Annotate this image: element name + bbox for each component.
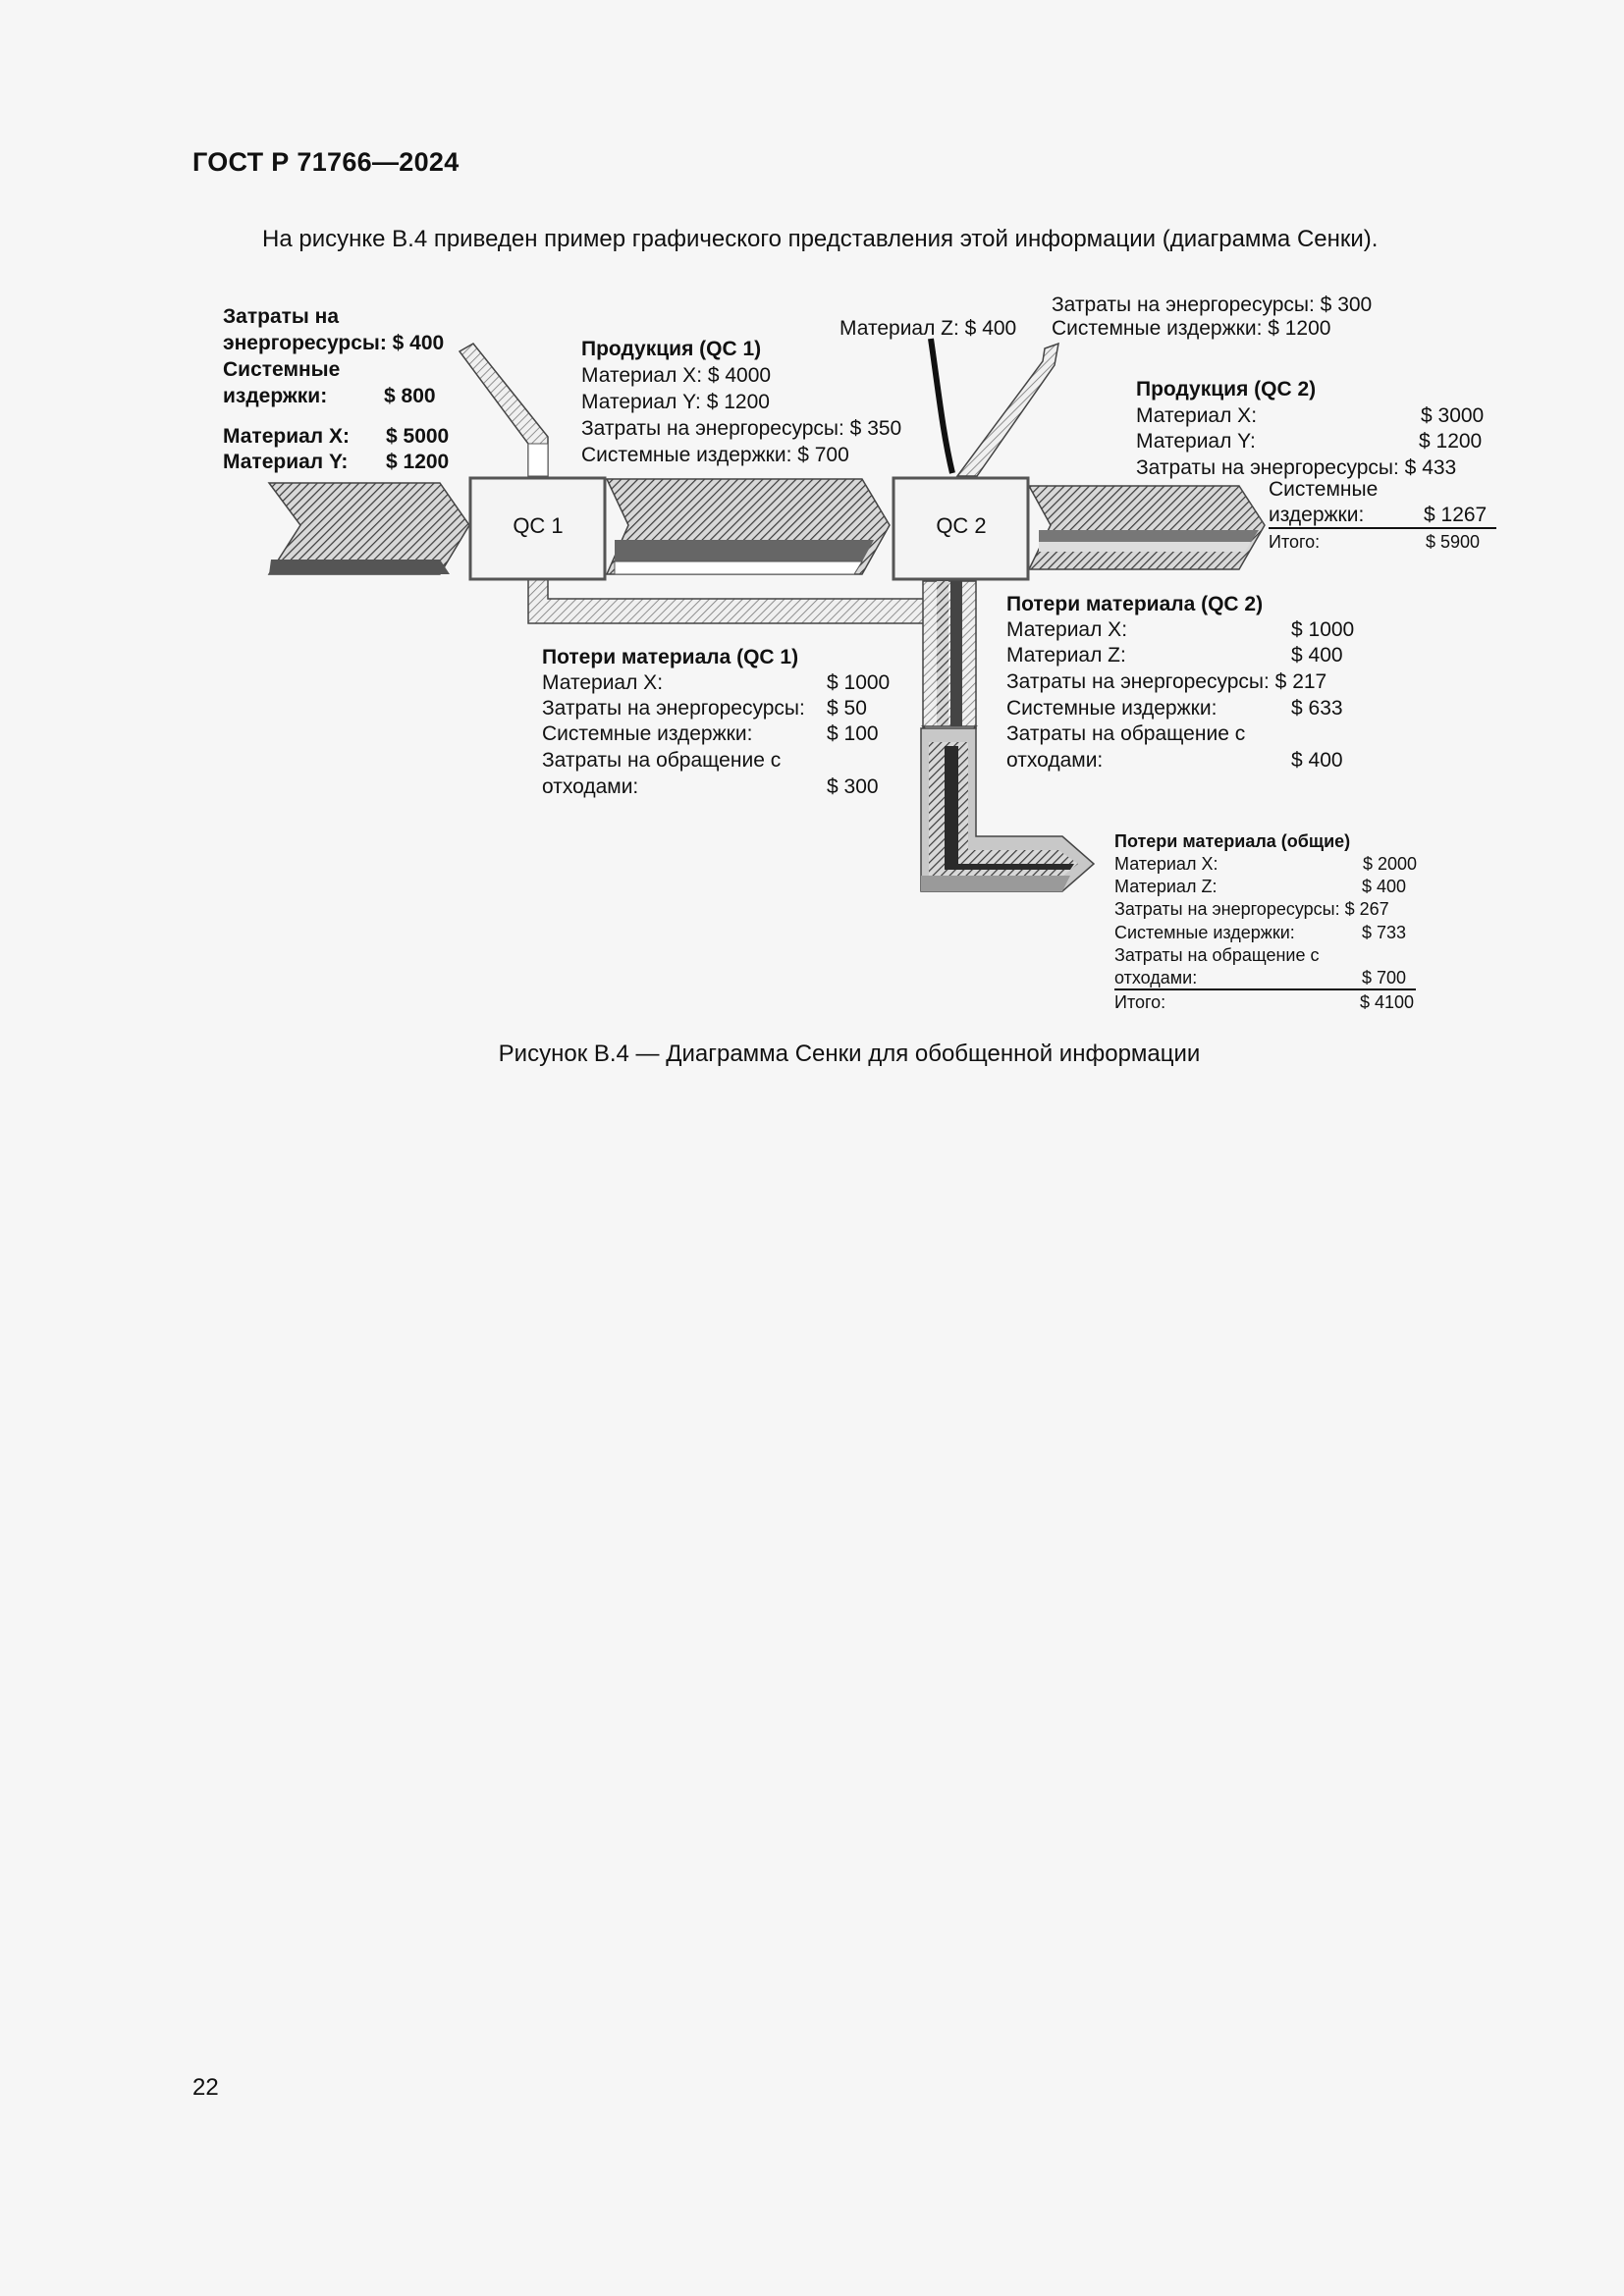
qc1-input-mat-x-label: Материал X: [223, 425, 350, 448]
qc1-input-system-line2: издержки: [223, 385, 328, 407]
product-qc2-energy: Затраты на энергоресурсы: $ 433 [1136, 456, 1457, 479]
loss-qc1-energy-value: $ 50 [827, 697, 867, 720]
qc2-input-material-z: Материал Z: $ 400 [839, 317, 1017, 340]
product-qc1-title: Продукция (QC 1) [581, 338, 762, 360]
loss-total-title: Потери материала (общие) [1114, 831, 1351, 851]
loss-qc2-mat-x-label: Материал X: [1006, 618, 1128, 641]
qc1-input-energy-line2: энергоресурсы: $ 400 [223, 332, 445, 354]
qc1-input-mat-y-label: Материал Y: [223, 451, 349, 473]
loss-qc2-energy: Затраты на энергоресурсы: $ 217 [1006, 670, 1327, 693]
loss-total-mat-x-value: $ 2000 [1363, 854, 1418, 874]
product-qc2-system-line1: Системные [1269, 478, 1379, 501]
product-qc2-system-line2: издержки: [1269, 504, 1365, 526]
loss-qc2-mat-x-value: $ 1000 [1291, 618, 1355, 641]
qc1-to-qc2-flow [607, 479, 890, 574]
product-qc1-line3: Затраты на энергоресурсы: $ 350 [581, 417, 902, 440]
loss-total-mat-x-label: Материал X: [1114, 854, 1218, 874]
loss-total-system-label: Системные издержки: [1114, 923, 1295, 942]
page-number: 22 [192, 2074, 219, 2101]
loss-total-waste-value: $ 700 [1362, 968, 1407, 988]
product-qc1-label [581, 338, 901, 466]
qc2-energy-input-flow [957, 344, 1058, 476]
loss-qc2-system-value: $ 633 [1291, 697, 1343, 720]
loss-total-waste-line1: Затраты на обращение с [1114, 945, 1320, 965]
loss-qc2-label [1006, 593, 1354, 772]
qc1-inputs-label [223, 305, 449, 473]
loss-qc2-waste-line2: отходами: [1006, 749, 1104, 772]
product-qc2-total-label: Итого: [1269, 532, 1321, 552]
document-header: ГОСТ Р 71766—2024 [192, 147, 460, 177]
qc2-node [893, 478, 1028, 579]
product-qc1-line1: Материал X: $ 4000 [581, 364, 772, 387]
intro-paragraph: На рисунке В.4 приведен пример графического представления этой информации (диаграмма Сенки). [262, 226, 1379, 252]
qc1-energy-input-flow [460, 344, 548, 476]
loss-total-energy: Затраты на энергоресурсы: $ 267 [1114, 899, 1389, 919]
loss-qc2-mat-z-label: Материал Z: [1006, 644, 1126, 667]
loss-qc1-energy-label: Затраты на энергоресурсы: [542, 697, 805, 720]
qc2-product-flow [1029, 486, 1265, 569]
product-qc2-mat-x-label: Материал X: [1136, 404, 1258, 427]
qc1-input-system-line1: Системные [223, 358, 341, 381]
loss-qc1-label [542, 646, 890, 798]
product-qc2-title: Продукция (QC 2) [1136, 378, 1317, 400]
loss-qc1-title: Потери материала (QC 1) [542, 646, 799, 668]
loss-qc1-waste-line2: отходами: [542, 775, 639, 798]
qc1-input-mat-x-value: $ 5000 [386, 425, 450, 448]
material-z-input-flow [931, 339, 952, 473]
loss-qc2-system-label: Системные издержки: [1006, 697, 1218, 720]
product-qc2-mat-y-value: $ 1200 [1419, 430, 1483, 453]
qc2-loss-flow [923, 581, 976, 751]
loss-qc1-mat-x-value: $ 1000 [827, 671, 891, 694]
loss-qc1-mat-x-label: Материал X: [542, 671, 664, 694]
loss-qc2-title: Потери материала (QC 2) [1006, 593, 1264, 615]
qc2-label: QC 2 [936, 513, 987, 538]
qc1-input-energy-line1: Затраты на [223, 305, 340, 328]
figure-caption: Рисунок В.4 — Диаграмма Сенки для обобщенной информации [498, 1041, 1201, 1067]
qc1-loss-flow [528, 579, 943, 638]
product-qc2-system-value: $ 1267 [1424, 504, 1488, 526]
loss-total-total-value: $ 4100 [1360, 992, 1415, 1012]
qc2-input-system: Системные издержки: $ 1200 [1052, 317, 1331, 340]
product-qc1-line4: Системные издержки: $ 700 [581, 444, 849, 466]
input-flow-arrow [269, 483, 469, 574]
loss-qc2-mat-z-value: $ 400 [1291, 644, 1343, 667]
qc1-node [470, 478, 605, 579]
qc2-input-energy: Затраты на энергоресурсы: $ 300 [1052, 294, 1373, 316]
product-qc2-mat-y-label: Материал Y: [1136, 430, 1256, 453]
loss-total-waste-line2: отходами: [1114, 968, 1198, 988]
loss-total-mat-z-value: $ 400 [1362, 877, 1407, 896]
loss-total-mat-z-label: Материал Z: [1114, 877, 1218, 896]
loss-qc1-system-value: $ 100 [827, 722, 879, 745]
loss-total-total-label: Итого: [1114, 992, 1166, 1012]
loss-qc2-waste-value: $ 400 [1291, 749, 1343, 772]
loss-qc1-system-label: Системные издержки: [542, 722, 753, 745]
loss-total-label [1114, 831, 1417, 1012]
loss-qc1-waste-line1: Затраты на обращение с [542, 749, 782, 772]
loss-qc1-waste-value: $ 300 [827, 775, 879, 798]
qc1-input-system-value: $ 800 [384, 385, 436, 407]
sankey-diagram [0, 0, 1624, 1099]
product-qc2-mat-x-value: $ 3000 [1421, 404, 1485, 427]
product-qc1-line2: Материал Y: $ 1200 [581, 391, 770, 413]
loss-total-system-value: $ 733 [1362, 923, 1407, 942]
loss-qc2-waste-line1: Затраты на обращение с [1006, 722, 1246, 745]
qc1-input-mat-y-value: $ 1200 [386, 451, 450, 473]
qc1-label: QC 1 [513, 513, 564, 538]
product-qc2-total-value: $ 5900 [1426, 532, 1481, 552]
